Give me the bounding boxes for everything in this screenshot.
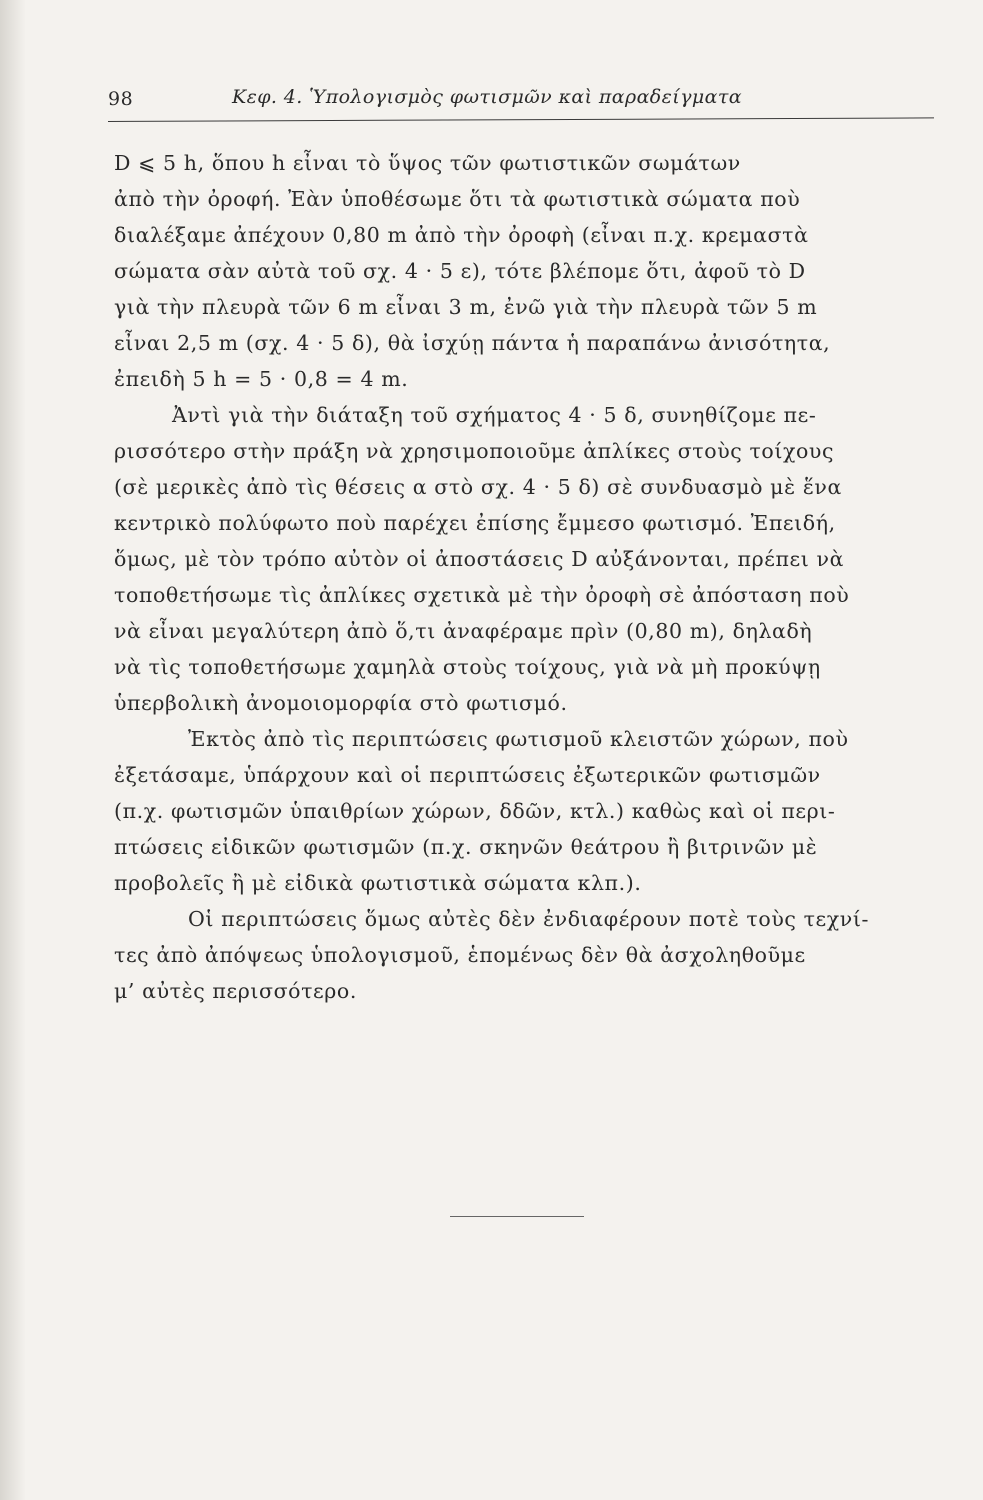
text-line: ἐξετάσαμε, ὑπάρχουν καὶ οἱ περιπτώσεις ἐξωτερικῶν φωτισμῶν <box>114 763 821 787</box>
text-line: σώματα σὰν αὐτὰ τοῦ σχ. 4 · 5 ε), τότε βλέπομε ὅτι, ἀφοῦ τὸ D <box>114 259 806 283</box>
text-line: ἐπειδὴ 5 h = 5 · 0,8 = 4 m. <box>114 367 409 391</box>
text-line: ὑπερβολικὴ ἀνομοιομορφία στὸ φωτισμό. <box>114 691 568 715</box>
text-line: D ⩽ 5 h, ὅπου h εἶναι τὸ ὕψος τῶν φωτιστικῶν σωμάτων <box>114 151 741 175</box>
page-binding-shadow <box>0 0 26 1500</box>
text-line: τες ἀπὸ ἀπόψεως ὑπολογισμοῦ, ἑπομένως δὲν θὰ ἀσχοληθοῦμε <box>114 943 806 967</box>
text-line: (π.χ. φωτισμῶν ὑπαιθρίων χώρων, δδῶν, κτλ.) καθὼς καὶ οἱ περι- <box>114 799 836 823</box>
text-line: ἀπὸ τὴν ὀροφή. Ἐὰν ὑποθέσωμε ὅτι τὰ φωτιστικὰ σώματα ποὺ <box>114 187 801 211</box>
running-title: Κεφ. 4. Ὑπολογισμὸς φωτισμῶν καὶ παραδείγματα <box>232 86 742 108</box>
text-line: προβολεῖς ἢ μὲ εἰδικὰ φωτιστικὰ σώματα κλπ.). <box>114 871 642 895</box>
text-line: νὰ εἶναι μεγαλύτερη ἀπὸ ὅ,τι ἀναφέραμε πρὶν (0,80 m), δηλαδὴ <box>114 619 813 643</box>
page-number: 98 <box>108 88 134 110</box>
text-line: ὅμως, μὲ τὸν τρόπο αὐτὸν οἱ ἀποστάσεις D αὐξάνονται, πρέπει νὰ <box>114 547 845 571</box>
header-rule <box>108 117 934 122</box>
text-line: διαλέξαμε ἀπέχουν 0,80 m ἀπὸ τὴν ὀροφὴ (εἶναι π.χ. κρεμαστὰ <box>114 223 809 247</box>
text-line: (σὲ μερικὲς ἀπὸ τὶς θέσεις α στὸ σχ. 4 · 5 δ) σὲ συνδυασμὸ μὲ ἕνα <box>114 475 842 499</box>
text-line: κεντρικὸ πολύφωτο ποὺ παρέχει ἐπίσης ἔμμεσο φωτισμό. Ἐπειδή, <box>114 511 836 535</box>
text-line: μ’ αὐτὲς περισσότερο. <box>114 979 357 1003</box>
text-line: ρισσότερο στὴν πράξη νὰ χρησιμοποιοῦμε ἀπλίκες στοὺς τοίχους <box>114 439 835 463</box>
paragraph-start-line: Ἐκτὸς ἀπὸ τὶς περιπτώσεις φωτισμοῦ κλειστῶν χώρων, ποὺ <box>188 727 849 751</box>
text-line: εἶναι 2,5 m (σχ. 4 · 5 δ), θὰ ἰσχύῃ πάντα ἡ παραπάνω ἀνισότητα, <box>114 331 831 355</box>
text-line: τοποθετήσωμε τὶς ἀπλίκες σχετικὰ μὲ τὴν ὀροφὴ σὲ ἀπόσταση ποὺ <box>114 583 850 607</box>
page-header <box>108 88 934 118</box>
text-line: γιὰ τὴν πλευρὰ τῶν 6 m εἶναι 3 m, ἐνῶ γιὰ τὴν πλευρὰ τῶν 5 m <box>114 295 818 319</box>
text-line: νὰ τὶς τοποθετήσωμε χαμηλὰ στοὺς τοίχους, γιὰ νὰ μὴ προκύψῃ <box>114 655 821 679</box>
paragraph-start-line: Οἱ περιπτώσεις ὅμως αὐτὲς δὲν ἐνδιαφέρουν ποτὲ τοὺς τεχνί- <box>188 907 869 931</box>
text-line: πτώσεις εἰδικῶν φωτισμῶν (π.χ. σκηνῶν θεάτρου ἢ βιτρινῶν μὲ <box>114 835 818 859</box>
paragraph-start-line: Ἀντὶ γιὰ τὴν διάταξη τοῦ σχήματος 4 · 5 δ, συνηθίζομε πε- <box>172 403 817 427</box>
body-text <box>114 145 944 1009</box>
section-divider <box>450 1216 584 1217</box>
